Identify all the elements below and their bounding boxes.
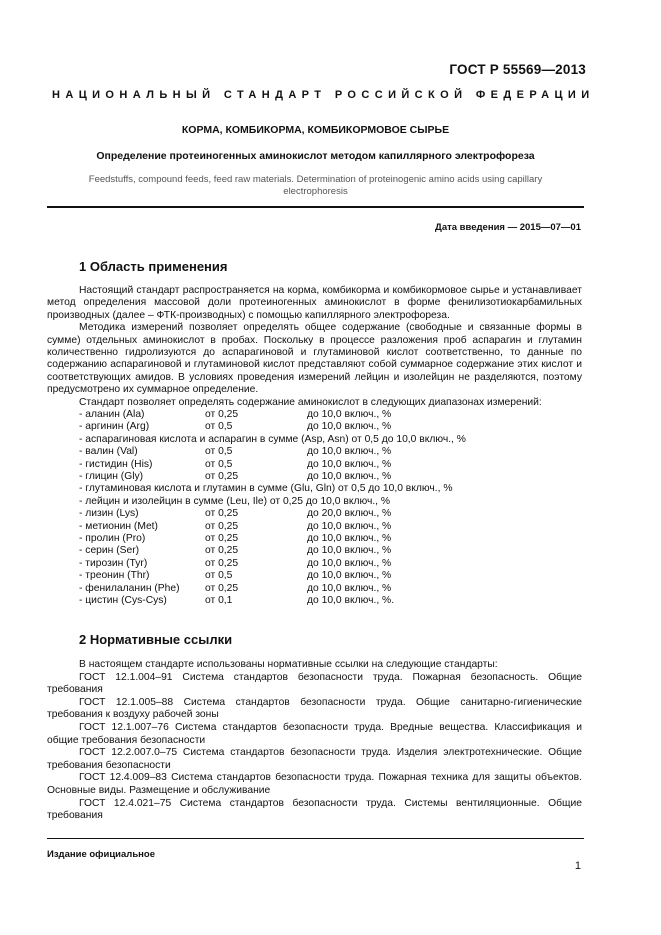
document-id: ГОСТ Р 55569—2013 [449,62,586,77]
range-from: от 0,25 [205,557,239,569]
normative-reference: ГОСТ 12.1.007–76 Система стандартов безопасности труда. Вредные вещества. Классификация и общие требования безопасности [47,721,582,746]
range-to: до 10,0 включ., % [307,557,392,569]
section-2-heading: 2 Нормативные ссылки [79,632,233,647]
range-row [47,421,582,433]
range-row [47,409,582,421]
range-to: до 10,0 включ., % [307,421,392,433]
range-from: от 0,1 [205,594,233,606]
amino-acid-name: - гистидин (His) [79,458,153,470]
section-2-body [47,659,582,823]
range-to: до 10,0 включ., % [307,570,392,582]
range-to: до 10,0 включ., % [307,582,392,594]
paragraph: Настоящий стандарт распространяется на корма, комбикорма и комбикормовое сырье и устанавливает метод определения массовой доли протеиногенных аминокислот в форме фенилизотиокарбамильных производных (далее – ФТК-производных) с помощью капиллярного электрофореза. [47,285,582,321]
range-from: от 0,5 [205,458,233,470]
range-from: от 0,5 [205,421,233,433]
introduction-date: Дата введения — 2015—07—01 [435,222,581,233]
normative-reference: ГОСТ 12.2.007.0–75 Система стандартов безопасности труда. Изделия электротехнические. Общие требования безопасности [47,747,582,771]
paragraph: Методика измерений позволяет определять общее содержание (свободные и связанные формы в сумме) отдельных аминокислот в пробах. Поскольку в процессе разложения проб аспарагин и глутамин количественно гидролизуются до аспарагиновой и глутаминовой кислот соответственно, то данные по содержанию аспарагиновой и глутаминовой кислот представляют собой суммарное содержание этих кислот и соответствующих амидов. В условиях проведения измерений лейцин и изолейцин не разделяются, поэтому предусмотрено их суммарное определение. [47,322,582,396]
range-row [47,521,582,533]
range-text: - аспарагиновая кислота и аспарагин в сумме (Asp, Asn) от 0,5 до 10,0 включ., % [79,433,466,445]
amino-acid-name: - пролин (Pro) [79,532,146,544]
amino-acid-name: - серин (Ser) [79,545,140,557]
paragraph: Стандарт позволяет определять содержание аминокислот в следующих диапазонах измерений: [79,396,542,408]
range-row [47,434,582,446]
range-to: до 10,0 включ., % [307,532,392,544]
range-to: до 10,0 включ., % [307,520,392,532]
range-row [47,545,582,557]
range-from: от 0,25 [205,532,239,544]
standard-title: КОРМА, КОМБИКОРМА, КОМБИКОРМОВОЕ СЫРЬЕ [181,124,450,136]
amino-acid-name: - валин (Val) [79,446,138,458]
range-to: до 20,0 включ., % [307,508,392,520]
section-1-body [47,285,582,607]
range-row [47,558,582,570]
range-from: от 0,25 [205,409,239,421]
normative-reference: ГОСТ 12.4.009–83 Система стандартов безопасности труда. Пожарная техника для защиты объектов. Основные виды. Размещение и обслуживание [47,772,582,796]
english-title: Feedstuffs, compound feeds, feed raw materials. Determination of proteinogenic amino acids using capillary electrophoresis [88,174,543,197]
amino-acid-name: - аланин (Ala) [79,409,145,421]
range-row [47,446,582,458]
amino-acid-name: - тирозин (Tyr) [79,557,148,569]
range-row [47,583,582,595]
range-to: до 10,0 включ., % [307,545,392,557]
title-divider [47,206,584,208]
paragraph: В настоящем стандарте использованы нормативные ссылки на следующие стандарты: [79,659,498,670]
range-row [47,496,582,508]
range-from: от 0,5 [205,570,233,582]
amino-acid-name: - лизин (Lys) [79,508,139,520]
normative-reference: ГОСТ 12.1.005–88 Система стандартов безопасности труда. Общие санитарно-гигиенические требования к воздуху рабочей зоны [47,696,582,721]
range-row [47,570,582,582]
amino-acid-name: - метионин (Met) [79,520,158,532]
range-row [47,459,582,471]
range-from: от 0,25 [205,508,239,520]
edition-label: Издание официальное [47,849,155,860]
range-row [47,471,582,483]
national-standard-banner: НАЦИОНАЛЬНЫЙ СТАНДАРТ РОССИЙСКОЙ ФЕДЕРАЦИИ [52,89,595,101]
range-from: от 0,25 [205,582,239,594]
range-from: от 0,25 [205,471,239,483]
page-number: 1 [574,860,581,872]
range-to: до 10,0 включ., % [307,409,392,421]
range-to: до 10,0 включ., %. [307,594,395,606]
amino-acid-name: - глицин (Gly) [79,471,144,483]
normative-reference: ГОСТ 12.1.004–91 Система стандартов безопасности труда. Пожарная безопасность. Общие требования [47,671,582,696]
range-to: до 10,0 включ., % [307,471,392,483]
range-from: от 0,5 [205,446,233,458]
normative-reference-list [47,672,582,823]
range-from: от 0,25 [205,520,239,532]
range-row [47,533,582,545]
range-text: - лейцин и изолейцин в сумме (Leu, Ile) от 0,25 до 10,0 включ., % [79,495,391,507]
standard-subtitle: Определение протеиногенных аминокислот методом капиллярного электрофореза [96,150,535,162]
range-row [47,508,582,520]
range-row [47,483,582,495]
section-1-heading: 1 Область применения [79,259,228,274]
amino-acid-range-list [47,409,582,607]
amino-acid-name: - фенилаланин (Phe) [79,582,180,594]
range-to: до 10,0 включ., % [307,458,392,470]
footer-divider [47,838,584,839]
amino-acid-name: - треонин (Thr) [79,570,150,582]
range-from: от 0,25 [205,545,239,557]
normative-reference: ГОСТ 12.4.021–75 Система стандартов безопасности труда. Системы вентиляционные. Общие требования [47,797,582,822]
range-text: - глутаминовая кислота и глутамин в сумме (Glu, Gln) от 0,5 до 10,0 включ., % [79,483,453,495]
range-to: до 10,0 включ., % [307,446,392,458]
amino-acid-name: - цистин (Cys-Cys) [79,594,167,606]
amino-acid-name: - аргинин (Arg) [79,421,150,433]
range-row [47,595,582,607]
